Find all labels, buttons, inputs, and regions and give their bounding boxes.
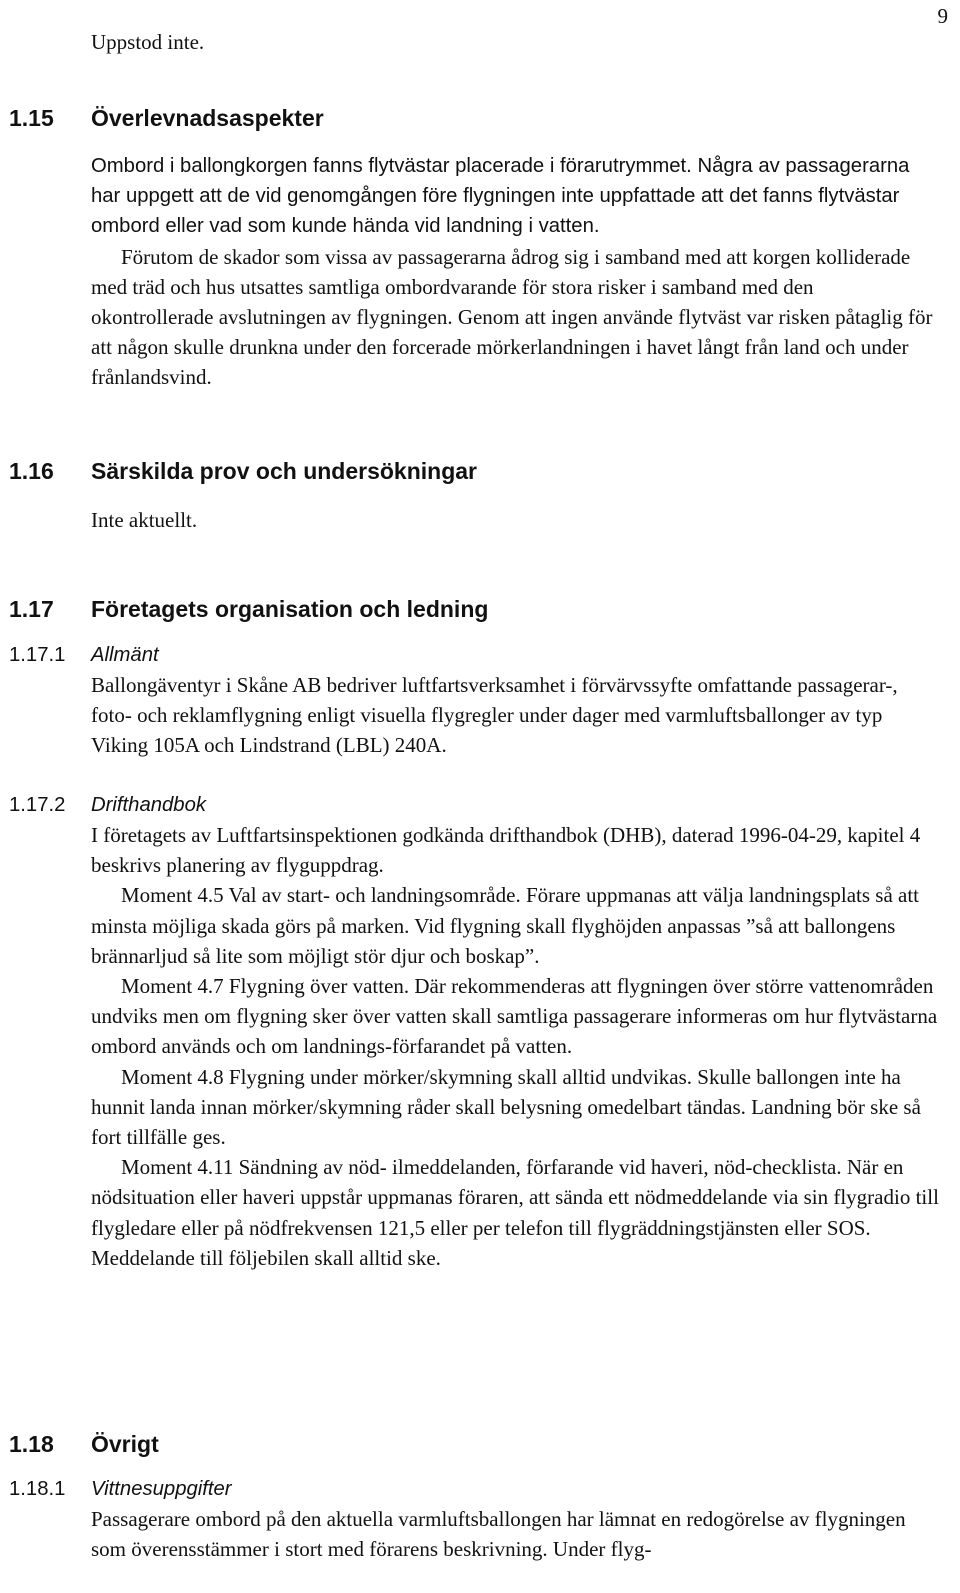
paragraph: Moment 4.8 Flygning under mörker/skymning skall alltid undvikas. Skulle ballongen inte ha hunnit landa innan mörker/skymning råder skall belysning omedelbart tändas. Landning bör ske så fort tillfälle ges. [91,1064,921,1150]
section-1-16-text: Inte aktuellt. [91,508,198,532]
section-title: Företagets organisation och ledning [91,596,489,622]
subsection-title: Allmänt [91,644,159,666]
section-number: 1.16 [9,458,54,484]
subsection-1-17-1-text: Ballongäventyr i Skåne AB bedriver luftfartsverksamhet i förvärvssyfte omfattande passagerar-, foto- och reklamflygning enligt visuella flygregler under dager med varmluftsballonger av typ Viking 105A och Lindstrand (LBL) 240A. [91,673,898,758]
paragraph: Moment 4.5 Val av start- och landningsområde. Förare uppmanas att välja landningsplats så att minsta möjliga skada görs på marken. Vid flygning skall flyghöjden anpassas ”så att ballongens brännarljud så lite som möjligt stör djur och boskap”. [91,883,920,968]
subsection-title: Vittnesuppgifter [91,1478,232,1500]
section-number: 1.18 [9,1431,54,1457]
intro-line: Uppstod inte. [91,30,205,54]
paragraph: Moment 4.11 Sändning av nöd- ilmeddelanden, förfarande vid haveri, nöd-checklista. När en nödsituation eller haveri uppstår uppmanas föraren, att sända ett nödmeddelande via sin flygradio till flygledare eller på nödfrekvensen 121,5 eller per telefon till flygräddningstjänsten eller SOS. Meddelande till följebilen skall alltid ske. [91,1155,939,1270]
paragraph: Ombord i ballongkorgen fanns flytvästar placerade i förarutrymmet. Några av passagerarna har uppgett att de vid genomgången före flygningen inte uppfattade att det fanns flytvästar ombord eller vad som kunde hända vid landning i vatten. [91,155,910,238]
subsection-1-18-1-text: Passagerare ombord på den aktuella varmluftsballongen har lämnat en redogörelse av flygningen som överensstämmer i stort med förarens beskrivning. Under flyg- [91,1507,906,1562]
paragraph: Moment 4.7 Flygning över vatten. Där rekommenderas att flygningen över större vattenområden undviks men om flygning sker över vatten skall samtliga passagerare informeras om hur flytvästarna ombord används och om landnings-förfarandet på vatten. [91,974,938,1059]
section-title: Särskilda prov och undersökningar [91,458,477,484]
subsection-number: 1.17.2 [9,794,66,816]
subsection-number: 1.17.1 [9,644,66,666]
section-title: Överlevnadsaspekter [91,105,324,131]
section-number: 1.15 [9,105,54,131]
section-title: Övrigt [91,1431,159,1457]
subsection-1-17-2-body [91,820,941,1273]
subsection-number: 1.18.1 [9,1478,66,1500]
section-1-15-body [91,151,941,393]
paragraph: Förutom de skador som vissa av passagerarna ådrog sig i samband med att korgen kolliderade med träd och hus utsattes samtliga ombordvarande för stora risker i samband med den okontrollerade avslutningen av flygningen. Genom att ingen använde flytväst var risken påtaglig för att någon skulle drunkna under den forcerade mörkerlandningen i havet långt från land och under frånlandsvind. [91,244,933,390]
page-number: 9 [937,4,948,28]
paragraph: I företagets av Luftfartsinspektionen godkända drifthandbok (DHB), daterad 1996-04-29, kapitel 4 beskrivs planering av flyguppdrag. [91,823,921,878]
subsection-title: Drifthandbok [91,794,206,816]
section-number: 1.17 [9,596,54,622]
